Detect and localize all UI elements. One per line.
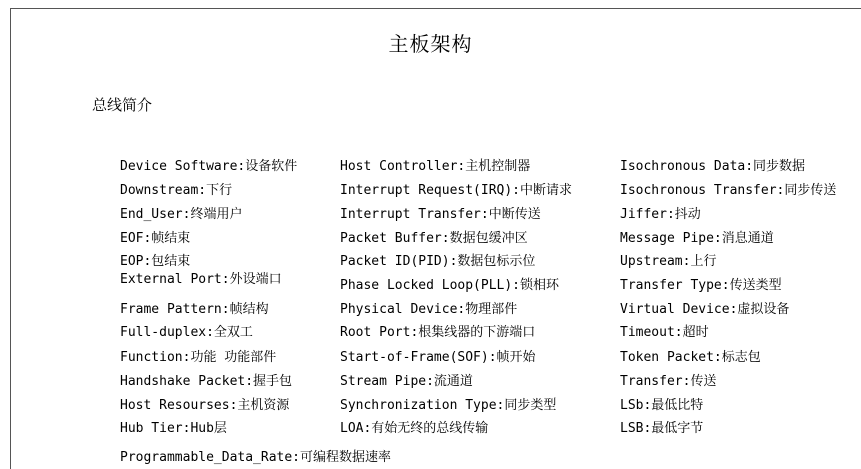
glossary-term: EOP:包结束 xyxy=(120,254,191,269)
glossary-term: End_User:终端用户 xyxy=(120,207,243,222)
glossary-term: Isochronous Transfer:同步传送 xyxy=(620,183,837,198)
glossary-term: Stream Pipe:流通道 xyxy=(340,374,473,389)
glossary-term: Hub Tier:Hub层 xyxy=(120,421,227,436)
glossary-term: Message Pipe:消息通道 xyxy=(620,231,774,246)
glossary-term: Host Resourses:主机资源 xyxy=(120,398,290,413)
glossary-term: Packet Buffer:数据包缓冲区 xyxy=(340,231,528,246)
glossary-term: Jiffer:抖动 xyxy=(620,207,701,222)
glossary-term: Interrupt Transfer:中断传送 xyxy=(340,207,541,222)
glossary-term: Transfer:传送 xyxy=(620,374,717,389)
glossary-term: Downstream:下行 xyxy=(120,183,233,198)
page-title: 主板架构 xyxy=(388,32,473,56)
glossary-term: EOF:帧结束 xyxy=(120,231,191,246)
glossary-term: Start-of-Frame(SOF):帧开始 xyxy=(340,350,536,365)
glossary-term: Timeout:超时 xyxy=(620,325,709,340)
glossary-term: Packet ID(PID):数据包标示位 xyxy=(340,254,536,269)
glossary-term: Upstream:上行 xyxy=(620,254,717,269)
glossary-term: Isochronous Data:同步数据 xyxy=(620,159,806,174)
glossary-term: Phase Locked Loop(PLL):锁相环 xyxy=(340,278,560,293)
glossary-term: Host Controller:主机控制器 xyxy=(340,159,531,174)
glossary-term: LSb:最低比特 xyxy=(620,398,704,413)
glossary-term: Interrupt Request(IRQ):中断请求 xyxy=(340,183,573,198)
glossary-term: LSB:最低字节 xyxy=(620,421,704,436)
glossary-term: Physical Device:物理部件 xyxy=(340,302,518,317)
glossary-term: Transfer Type:传送类型 xyxy=(620,278,782,293)
glossary-term: LOA:有始无终的总线传输 xyxy=(340,421,489,436)
glossary-term: Root Port:根集线器的下游端口 xyxy=(340,325,536,340)
glossary-term-last: Programmable_Data_Rate:可编程数据速率 xyxy=(120,450,392,465)
glossary-term: Handshake Packet:握手包 xyxy=(120,374,293,389)
glossary-term: Function:功能 功能部件 xyxy=(120,350,277,365)
glossary-term: Full-duplex:全双工 xyxy=(120,325,253,340)
glossary-term: External Port:外设端口 xyxy=(120,272,282,287)
glossary-term: Synchronization Type:同步类型 xyxy=(340,398,557,413)
glossary-term: Virtual Device:虚拟设备 xyxy=(620,302,790,317)
glossary-term: Token Packet:标志包 xyxy=(620,350,761,365)
section-heading: 总线简介 xyxy=(92,96,153,114)
glossary-term: Device Software:设备软件 xyxy=(120,159,298,174)
glossary-term: Frame Pattern:帧结构 xyxy=(120,302,269,317)
